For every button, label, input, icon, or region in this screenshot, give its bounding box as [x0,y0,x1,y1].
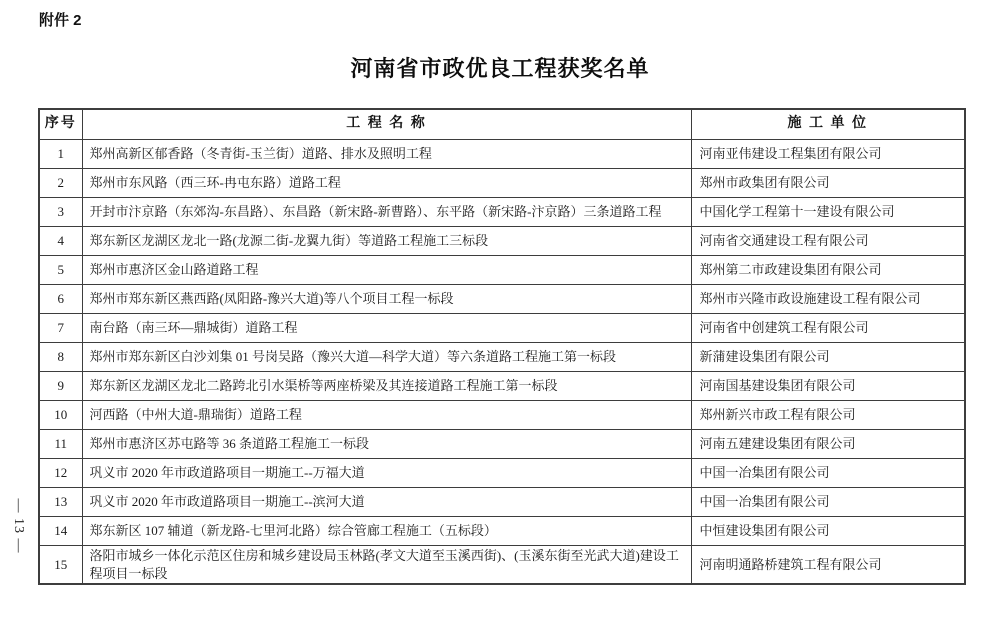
header-project-name: 工 程 名 称 [82,109,691,140]
table-row [39,401,965,430]
project-name: 开封市汴京路（东郊沟-东昌路）、东昌路（新宋路-新曹路）、东平路（新宋路-汴京路）三条道路工程 [82,198,691,227]
page-title: 河南省市政优良工程获奖名单 [350,56,650,81]
table-row [39,169,965,198]
table-row [39,343,965,372]
table-header [39,109,965,140]
construction-unit: 中国一冶集团有限公司 [691,459,965,488]
row-number: 5 [39,256,82,285]
project-name: 郑东新区 107 辅道（新龙路-七里河北路）综合管廊工程施工（五标段） [82,517,691,546]
row-number: 4 [39,227,82,256]
row-number: 10 [39,401,82,430]
construction-unit: 河南亚伟建设工程集团有限公司 [691,140,965,169]
project-name: 河西路（中州大道-鼎瑞街）道路工程 [82,401,691,430]
page-number: — 13 — [11,498,26,554]
project-name: 洛阳市城乡一体化示范区住房和城乡建设局玉林路(孝文大道至玉溪西街)、(玉溪东街至光武大道)建设工程项目一标段 [82,546,691,585]
table-row [39,459,965,488]
project-name: 巩义市 2020 年市政道路项目一期施工--滨河大道 [82,488,691,517]
table-row [39,227,965,256]
row-number: 9 [39,372,82,401]
project-name: 南台路（南三环—鼎城街）道路工程 [82,314,691,343]
construction-unit: 郑州第二市政建设集团有限公司 [691,256,965,285]
table-row [39,198,965,227]
project-name: 郑东新区龙湖区龙北二路跨北引水渠桥等两座桥梁及其连接道路工程施工第一标段 [82,372,691,401]
construction-unit: 郑州新兴市政工程有限公司 [691,401,965,430]
header-construction-unit: 施 工 单 位 [691,109,965,140]
row-number: 8 [39,343,82,372]
project-name: 郑州市郑东新区白沙刘集 01 号岗吴路（豫兴大道—科学大道）等六条道路工程施工第一标段 [82,343,691,372]
construction-unit: 新蒲建设集团有限公司 [691,343,965,372]
table-row [39,430,965,459]
row-number: 11 [39,430,82,459]
table-row [39,517,965,546]
table-row [39,140,965,169]
project-name: 郑州市郑东新区燕西路(凤阳路-豫兴大道)等八个项目工程一标段 [82,285,691,314]
row-number: 13 [39,488,82,517]
construction-unit: 河南明通路桥建筑工程有限公司 [691,546,965,585]
award-table [38,108,966,585]
project-name: 郑州高新区郁香路（冬青街-玉兰街）道路、排水及照明工程 [82,140,691,169]
construction-unit: 河南省中创建筑工程有限公司 [691,314,965,343]
project-name: 巩义市 2020 年市政道路项目一期施工--万福大道 [82,459,691,488]
row-number: 1 [39,140,82,169]
construction-unit: 中国化学工程第十一建设有限公司 [691,198,965,227]
construction-unit: 河南国基建设集团有限公司 [691,372,965,401]
table-row [39,256,965,285]
attachment-label: 附件 2 [39,12,82,29]
row-number: 7 [39,314,82,343]
row-number: 6 [39,285,82,314]
construction-unit: 河南五建建设集团有限公司 [691,430,965,459]
table-row [39,285,965,314]
construction-unit: 中恒建设集团有限公司 [691,517,965,546]
construction-unit: 郑州市兴隆市政设施建设工程有限公司 [691,285,965,314]
construction-unit: 郑州市政集团有限公司 [691,169,965,198]
row-number: 2 [39,169,82,198]
project-name: 郑州市惠济区苏屯路等 36 条道路工程施工一标段 [82,430,691,459]
table-row [39,546,965,585]
table-row [39,372,965,401]
header-no: 序号 [39,109,82,140]
table-row [39,314,965,343]
project-name: 郑东新区龙湖区龙北一路(龙源二街-龙翼九街）等道路工程施工三标段 [82,227,691,256]
construction-unit: 中国一冶集团有限公司 [691,488,965,517]
project-name: 郑州市惠济区金山路道路工程 [82,256,691,285]
table-body [39,140,965,585]
row-number: 15 [39,546,82,585]
row-number: 14 [39,517,82,546]
construction-unit: 河南省交通建设工程有限公司 [691,227,965,256]
table-row [39,488,965,517]
row-number: 3 [39,198,82,227]
row-number: 12 [39,459,82,488]
table-header-row [39,109,965,140]
project-name: 郑州市东风路（西三环-冉屯东路）道路工程 [82,169,691,198]
